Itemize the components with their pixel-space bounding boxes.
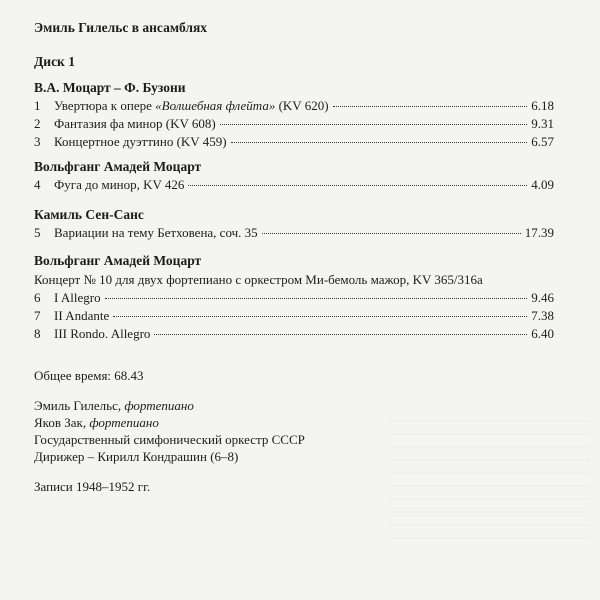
track-row — [34, 325, 554, 343]
section-saint-saens — [34, 205, 554, 242]
dot-leader — [154, 333, 527, 335]
track-title: Концертное дуэттино (KV 459) — [54, 134, 227, 149]
performer-line: Государственный симфонический оркестр СССР — [34, 432, 305, 447]
dot-leader — [113, 315, 527, 317]
track-number: 3 — [34, 134, 41, 149]
track-number: 7 — [34, 308, 41, 323]
dot-leader — [333, 105, 528, 107]
track-row — [34, 97, 554, 115]
track-row — [34, 307, 554, 325]
track-duration: 4.09 — [531, 177, 554, 192]
track-number: 6 — [34, 290, 41, 305]
dot-leader — [188, 184, 527, 186]
composer-heading: Вольфганг Амадей Моцарт — [34, 253, 202, 268]
track-number: 2 — [34, 116, 41, 131]
track-duration: 9.31 — [531, 116, 554, 131]
composer-heading: Камиль Сен-Санс — [34, 207, 144, 222]
composer-heading: В.А. Моцарт – Ф. Бузони — [34, 80, 186, 95]
performer-line: Яков Зак, фортепиано — [34, 415, 159, 430]
section-mozart-concerto — [34, 251, 554, 343]
performer-line: Дирижер – Кирилл Кондрашин (6–8) — [34, 449, 239, 464]
performers-list — [34, 397, 305, 465]
work-subtitle: Концерт № 10 для двух фортепиано с оркестром Ми-бемоль мажор, KV 365/316a — [34, 272, 483, 287]
track-duration: 17.39 — [524, 225, 554, 240]
track-row — [34, 176, 554, 194]
track-title: I Allegro — [54, 290, 101, 305]
track-duration: 6.40 — [531, 326, 554, 341]
dot-leader — [262, 232, 521, 234]
dot-leader — [105, 297, 528, 299]
section-mozart-busoni — [34, 78, 554, 151]
track-title: Вариации на тему Бетховена, соч. 35 — [54, 225, 258, 240]
track-title: III Rondo. Allegro — [54, 326, 151, 341]
dot-leader — [231, 141, 528, 143]
track-row — [34, 133, 554, 151]
recording-years: Записи 1948–1952 гг. — [34, 479, 151, 494]
track-row — [34, 224, 554, 242]
total-time: Общее время: 68.43 — [34, 368, 144, 383]
disc-label: Диск 1 — [34, 54, 75, 69]
track-row — [34, 115, 554, 133]
track-row — [34, 289, 554, 307]
track-duration: 7.38 — [531, 308, 554, 323]
track-title: Увертюра к опере «Волшебная флейта» (KV 620) — [54, 98, 329, 113]
track-title: Фуга до минор, KV 426 — [54, 177, 185, 192]
track-title: II Andante — [54, 308, 110, 323]
track-number: 1 — [34, 98, 41, 113]
track-title: Фантазия фа минор (KV 608) — [54, 116, 216, 131]
track-number: 8 — [34, 326, 41, 341]
composer-heading: Вольфганг Амадей Моцарт — [34, 159, 202, 174]
track-duration: 6.57 — [531, 134, 554, 149]
track-number: 5 — [34, 225, 41, 240]
track-number: 4 — [34, 177, 41, 192]
track-duration: 9.46 — [531, 290, 554, 305]
album-title: Эмиль Гилельс в ансамблях — [34, 20, 208, 35]
dot-leader — [220, 123, 528, 125]
section-mozart-fugue — [34, 157, 554, 194]
performer-line: Эмиль Гилельс, фортепиано — [34, 398, 194, 413]
track-duration: 6.18 — [531, 98, 554, 113]
